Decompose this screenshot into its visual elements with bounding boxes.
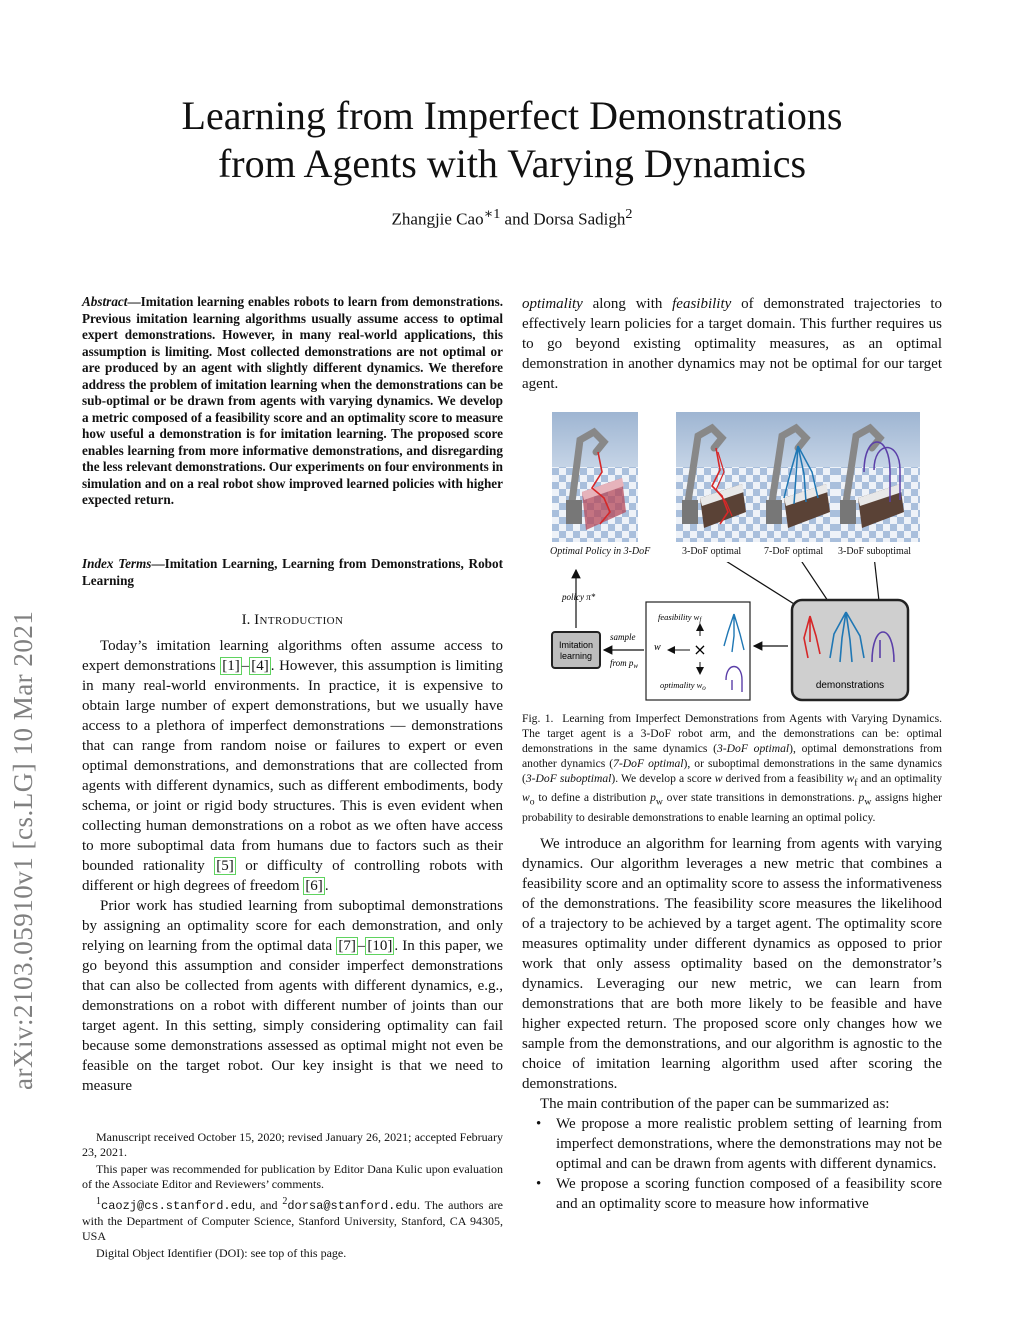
label-optimal-policy: Optimal Policy in 3-DoF [550,546,651,557]
citation-link[interactable]: [4] [251,658,269,674]
text-run: optimality [522,296,583,312]
imitation-learning-label: learning [559,651,593,661]
text-run: w [714,772,723,785]
email-link[interactable]: caozj@cs.stanford.edu [101,1199,253,1213]
from-pw-label: from $p_w$ [610,658,639,670]
text-run: ), or suboptimal demonstrations in the same dynamics ( [522,757,943,785]
authors [0,206,1024,230]
label-3dof-optimal: 3-DoF optimal [682,546,742,557]
text-run: f [854,777,858,789]
robot-render-3dof-optimal [676,412,762,542]
footnote: Digital Object Identifier (DOI): see top of this page. [96,1246,347,1260]
text-run: ). We develop a score [611,772,715,785]
optimality-label: optimality $w_o$ [660,680,706,692]
text-run: , and [252,1198,283,1212]
section-title: Introduction [254,612,344,628]
footnote-sup: 2 [282,1196,288,1207]
abstract-label: Abstract [82,294,128,309]
text-run: or difficulty of controlling robots with different or high degrees of freedom [82,858,504,894]
sample-label: sample [610,632,636,642]
list-item: • We propose a scoring function composed of a feasibility score and an optimality score to measure how informative [522,1174,942,1214]
index-terms-label: Index Terms [82,556,152,571]
intro-right-column [522,834,942,1214]
text-run: w [522,791,530,805]
footnote: Manuscript received October 15, 2020; revised January 26, 2021; accepted February 23, 2021. [82,1130,503,1159]
text-run: w [864,796,872,808]
text-run: of demonstrated trajectories to effectively learn policies for a target domain. This further requires us to go beyond existing optimality measures, as an optimal demonstration in another dynamics may not be optimal for our target agent. [522,296,942,392]
paragraph [82,896,503,1096]
text-run: – [357,938,366,954]
text-run: . [324,878,329,894]
text-run: . The authors are with the Department of Computer Science, Stanford University, Stanford, CA 94305, USA [82,1198,504,1243]
citation-link[interactable]: [6] [305,878,323,894]
text-run: to define a distribution [534,791,651,805]
text-run: Today’s imitation learning algorithms often assume access to expert demonstrations [82,638,503,674]
author-and: and [500,209,534,229]
text-run: over state transitions in demonstrations. [662,791,859,805]
text-run: Prior work has studied learning from suboptimal demonstrations by assigning an optimality score for each demonstration, and only relying on learning from the optimal data [82,898,503,954]
label-3dof-suboptimal: 3-DoF suboptimal [838,546,912,557]
list-item: • We propose a more realistic problem setting of learning from imperfect demonstrations, where the demonstrations may not be optimal and can be drawn from agents with different dynamics. [522,1114,942,1174]
text-run: w [846,772,855,785]
text-run: . In this paper, we go beyond this assumption and consider imperfect demonstrations that can also be collected from agents with different dynamics, e.g., demonstrations on a robot with different number of joints than our target agent. In this setting, simply considering optimality can fail because some demonstrations assessed as optimal might not even be feasible on the target robot. Our key insight is that we need to measure [82,938,503,1094]
text-run: derived from a feasibility [722,772,847,785]
label-7dof-optimal: 7-DoF optimal [764,546,824,557]
author-1: Zhangjie Cao [391,209,484,229]
text-run: and an optimality [857,772,942,785]
text-run: assigns higher probability to desirable demonstrations to enable learning an optimal policy. [522,791,942,824]
figure-caption [522,711,942,825]
title-line-1: Learning from Imperfect Demonstrations [181,93,843,138]
text-run: – [241,658,250,674]
citation-link[interactable]: [7] [338,938,356,954]
citation-link[interactable]: [5] [216,858,234,874]
abstract-text: Imitation learning enables robots to learn from demonstrations. Previous imitation learning algorithms usually assume access to optimal expert demonstrations. However, in many real-world applications, this assumption is limiting. Most collected demonstrations are not optimal or are produced by an agent with slightly different dynamics. We therefore address the problem of imitation learning when the demonstrations can be sub-optimal or be drawn from agents with varying dynamics. We develop a metric composed of a feasibility score and an optimality score to measure how useful a demonstration is for imitation learning. The proposed score enables learning from more informative demonstrations, and disregarding the less relevant demonstrations. Our experiments on four environments in simulation and on a real robot show improved learned policies with higher expected return. [82,294,504,507]
imitation-learning-label: Imitation [558,640,594,650]
author-1-sup: ∗1 [483,206,501,222]
author-2-sup: 2 [625,206,633,222]
text-run: w [655,796,663,808]
text-run: ), optimal demonstrations from another dynamics ( [522,742,942,770]
figure-1 [548,412,918,702]
robot-render-3dof-target [552,412,638,542]
text-run: . However, this assumption is limiting in many real-world environments. In practice, it is expensive to obtain large number of expert demonstrations, but we usually have access to a plethora of imperfect demonstrations — demonstrations that can range from random noise or failures to expert or even optimal demonstrations, and demonstrations that are collected from agents with different dynamics, such as different embodiments, body schema, or joint or rigid body structures. This is even evident when collecting human demonstrations on a robot as we often have access to more suboptimal data from humans due to factors such as their bounded rationality [82,658,503,874]
footnotes [82,1130,503,1263]
pipeline-diagram [548,562,918,702]
text-run: p [858,791,865,805]
citation-link[interactable]: [10] [367,938,393,954]
text-run: along with [582,296,673,312]
section-heading [82,612,503,629]
demonstrations-label: demonstrations [815,680,885,691]
times-symbol: × [693,640,707,659]
imitation-learning-box [552,632,600,668]
index-terms [82,556,503,589]
robot-render-3dof-suboptimal [834,412,920,542]
section-number: I. [241,612,251,628]
footnote [82,1194,503,1244]
footnote-sup: 1 [96,1196,101,1207]
index-terms-text: Imitation Learning, Learning from Demonstrations, Robot Learning [82,556,503,588]
contribution-list [522,1114,942,1214]
paragraph: The main contribution of the paper can be summarized as: [540,1096,890,1112]
feasibility-label: feasibility $w_f$ [658,612,702,624]
text-run: 3-DoF optimal [717,742,790,755]
w-label: w [654,642,661,653]
intro-left-column [82,636,503,1096]
arxiv-identifier: arXiv:2103.05910v1 [cs.LG] 10 Mar 2021 [8,610,38,1090]
index-terms-dash: — [151,556,165,571]
text-run: feasibility [672,296,732,312]
title-line-2: from Agents with Varying Dynamics [217,141,807,186]
author-2: Dorsa Sadigh [533,209,626,229]
text-run: Learning from Imperfect Demonstrations from Agents with Varying Dynamics. The target agent is a 3-DoF robot arm, and the demonstrations can be: optimal demonstrations in the same dynamics ( [522,712,942,755]
text-run: 3-DoF suboptimal [525,772,612,785]
text-run: o [529,796,535,808]
footnote: This paper was recommended for publication by Editor Dana Kulic upon evaluation of the Associate Editor and Reviewers’ comments. [82,1162,503,1191]
policy-label: policy π* [562,592,596,602]
text-run: 7-DoF optimal [613,757,684,770]
citation-link[interactable]: [1] [222,658,240,674]
paragraph: We introduce an algorithm for learning from agents with varying dynamics. Our algorithm leverages a new metric that combines a feasibility score and an optimality score to assess the informativeness of the demonstrations. The feasibility score measures the likelihood of a trajectory to be achieved by a target agent. The optimality score measures optimality under different dynamics as opposed to prior work that only assess optimality based on the demonstrator’s dynamics. Leveraging our new metric, we can learn from demonstrations that are both more likely to be feasible and have higher expected return. The proposed score only changes how we sample from the demonstrations, and our algorithm is agnostic to the choice of imitation learning algorithm used after scoring the demonstrations. [522,836,942,1092]
text-run: p [650,791,656,805]
abstract-dash: — [127,294,141,309]
paper-title [0,92,1024,188]
paragraph [522,294,942,394]
robot-renders [550,412,916,557]
caption-fig-number: Fig. 1. [522,712,554,725]
abstract [82,294,503,509]
intro-right-top [522,294,942,394]
email-link[interactable]: dorsa@stanford.edu [287,1199,417,1213]
paragraph [82,636,503,896]
